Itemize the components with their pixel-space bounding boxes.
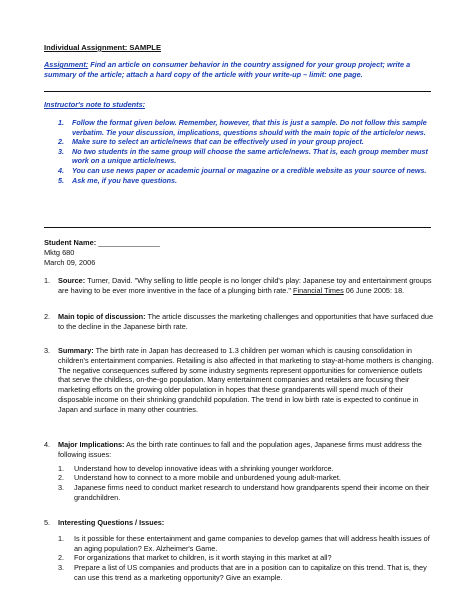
list-item-text: Japanese firms need to conduct market research to understand how grandparents spend their income on their grandchildren. [74, 483, 430, 502]
assignment-label: Assignment: [44, 60, 89, 69]
list-item-text: Understand how to develop innovative ideas with a shrinking younger workforce. [74, 463, 334, 473]
list-item-number: 3. [58, 563, 65, 573]
section-label: Main topic of discussion: [58, 312, 146, 321]
student-name-label: Student Name: [44, 238, 97, 247]
list-item-number: 1. [58, 463, 65, 473]
list-item-number: 4. [58, 165, 64, 175]
list-item [58, 553, 436, 563]
section-number: 4. [44, 440, 51, 449]
list-item [58, 534, 436, 554]
section-label: Source: [58, 276, 86, 285]
source-citation-end: 06 June 2005: 18. [345, 285, 405, 295]
instructor-note-heading-text: Instructor's note to students: [44, 100, 146, 109]
list-item-text: You can use news paper or academic journal or magazine or a credible website as your source of news. [72, 165, 427, 175]
list-item [58, 483, 436, 503]
student-info [44, 238, 160, 267]
list-item [58, 464, 436, 474]
assignment-paragraph [44, 60, 436, 80]
section-number: 1. [44, 276, 51, 285]
section-label: Summary: [58, 346, 94, 355]
list-item-number: 3. [58, 483, 65, 493]
section-source [44, 276, 436, 296]
list-item-number: 1. [58, 533, 65, 543]
section-main-topic [44, 312, 436, 332]
list-item [58, 176, 432, 186]
list-item-text: Follow the format given below. Remember, however, that this is just a sample. Do not follow this sample verbatim. Tie your discussion, implications, questions should with the main topic of the article/or news. [72, 118, 427, 137]
course-code: Mktg 680 [44, 247, 75, 257]
section-implications [44, 440, 436, 503]
divider-top [44, 91, 431, 92]
divider-bottom [44, 227, 431, 228]
section-label: Interesting Questions / Issues: [58, 518, 165, 527]
list-item-number: 2. [58, 137, 64, 147]
section-summary [44, 346, 436, 415]
section-text: As the birth rate continues to fall and the population ages, Japanese firms must address the following issues: [58, 440, 422, 459]
section-label: Major Implications: [58, 440, 125, 449]
section-text: The birth rate in Japan has decreased to 1.3 children per woman which is causing consolidation in children's entertainment companies. Retailing is also affected in that marketing to stay-at-home mothers is changing. The negative consequences suffered by some industry segments represent opportunities for convenience outlets that serve the childless, on-the-go population. Many entertainment companies and retailers are focusing their marketing efforts on the growing older population in hopes that these grandparents will spend much of their disposable income on their shrinking grandchild population. The trend in low birth rate is expected to continue in Japan and surface in many other countries. [58, 346, 434, 414]
list-item-number: 5. [58, 175, 64, 185]
instructor-note-heading [44, 100, 145, 110]
student-name-value: _______________ [98, 238, 160, 247]
questions-list [58, 534, 436, 583]
section-number: 5. [44, 518, 51, 527]
list-item [58, 563, 436, 583]
instructor-note-list [58, 118, 432, 185]
list-item [58, 166, 432, 176]
submission-date: March 09, 2006 [44, 257, 96, 267]
list-item-text: Is it possible for these entertainment and game companies to develop games that will address health issues of an aging population? Ex. Alzheimer's Game. [74, 533, 430, 553]
list-item-number: 3. [58, 146, 64, 156]
list-item-number: 1. [58, 118, 64, 127]
section-questions [44, 518, 436, 583]
list-item-text: For organizations that market to children, is it worth staying in this market at all? [74, 553, 332, 563]
list-item-text: No two students in the same group will choose the same article/news. That is, each group member must work on a unique article/news. [72, 146, 428, 166]
implications-list [58, 464, 436, 503]
list-item-text: Make sure to select an article/news that can be effectively used in your group project. [72, 137, 364, 147]
section-number: 2. [44, 312, 51, 321]
list-item-number: 2. [58, 553, 65, 563]
list-item [58, 137, 432, 147]
list-item [58, 473, 436, 483]
list-item [58, 118, 432, 137]
section-text: The article discusses the marketing challenges and opportunities that have surfaced due to the decline in the Japanese birth rate. [58, 312, 434, 331]
page-title: Individual Assignment: SAMPLE [44, 43, 162, 52]
source-publication: Financial Times [293, 285, 344, 295]
list-item-number: 2. [58, 473, 65, 483]
list-item [58, 147, 432, 166]
list-item-text: Ask me, if you have questions. [72, 175, 178, 185]
source-citation-text: Turner, David. "Why selling to little people is no longer child's play: Japanese toy and entertainment groups are having to be ever more inventive in the face of a plunging birth rate." [58, 276, 432, 295]
list-item-text: Understand how to connect to a more mobile and unburdened young adult-market. [74, 473, 341, 483]
assignment-text: Find an article on consumer behavior in the country assigned for your group project; write a summary of the article; attach a hard copy of the article with your write-up – limit: one page. [44, 60, 411, 80]
list-item-text: Prepare a list of US companies and products that are in a position can to capitalize on this trend. That is, they can use this trend as a marketing opportunity? Give an example. [74, 563, 427, 582]
section-number: 3. [44, 346, 51, 355]
